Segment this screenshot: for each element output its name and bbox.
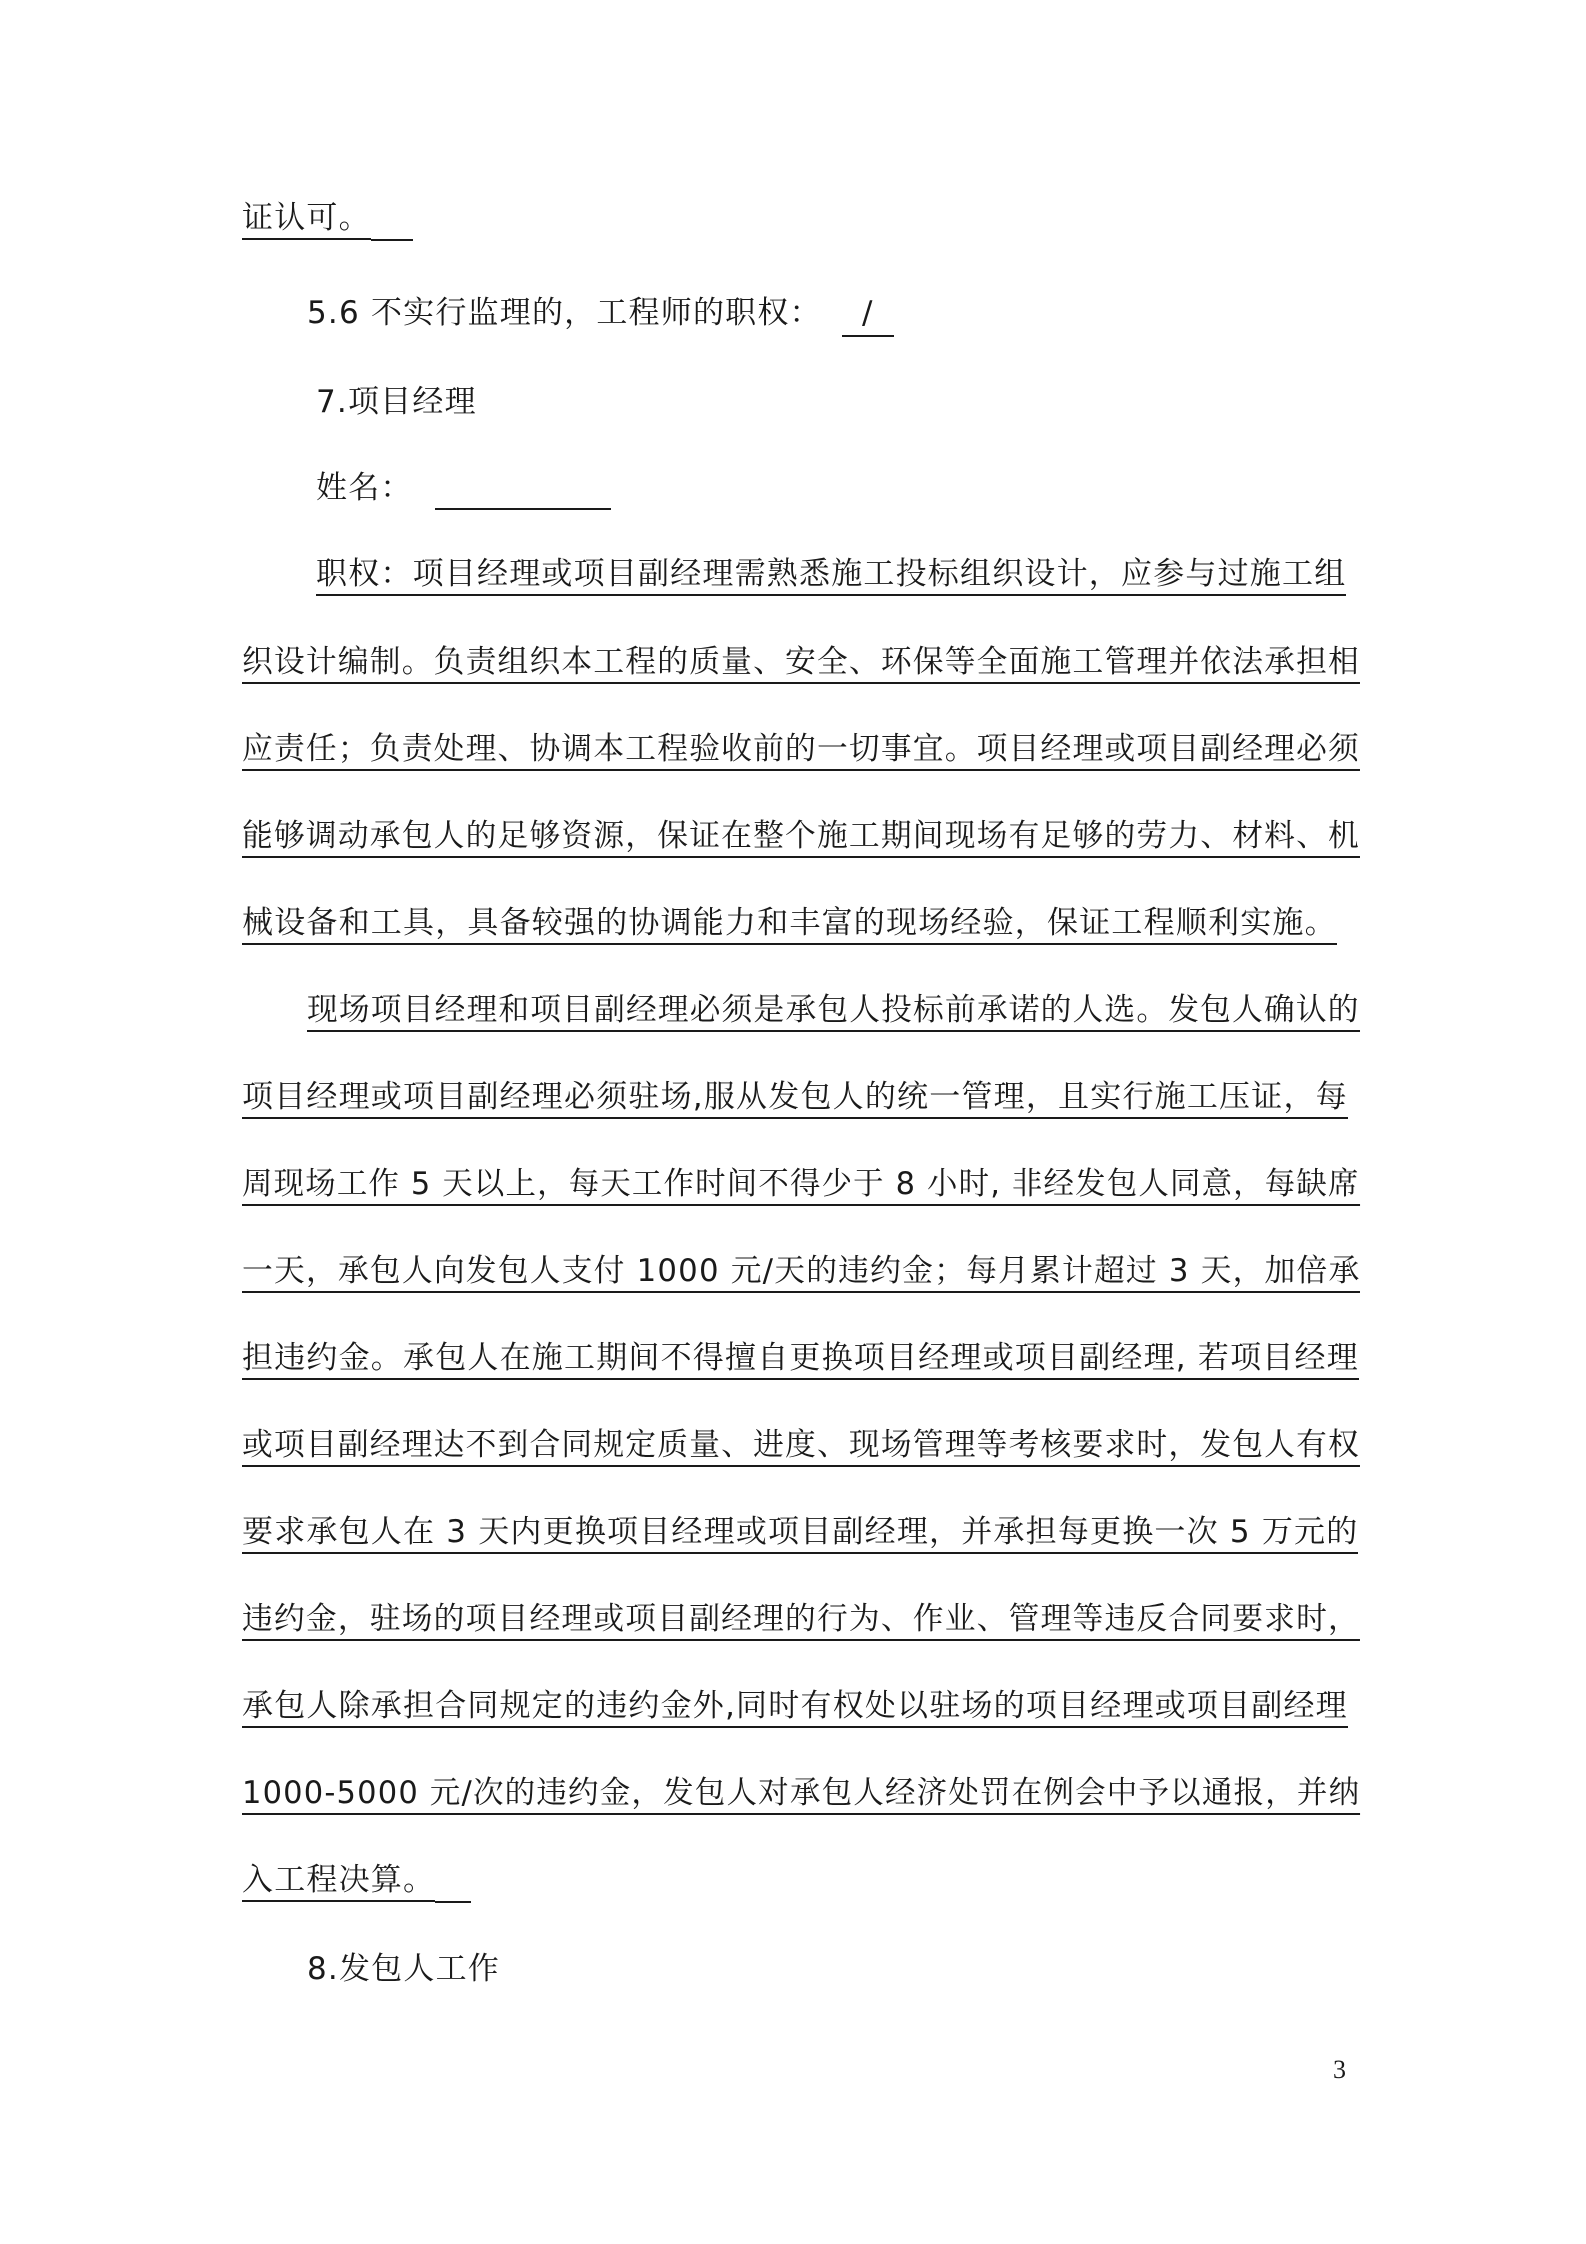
- top-fragment-line: [242, 196, 413, 240]
- onsite-line: 要求承包人在 3 天内更换项目经理或项目副经理，并承担每更换一次 5 万元的: [242, 1510, 1358, 1554]
- top-fragment-underline-tail: [371, 199, 413, 241]
- onsite-line: 周现场工作 5 天以上，每天工作时间不得少于 8 小时, 非经发包人同意，每缺席: [242, 1162, 1360, 1206]
- authority-line: 织设计编制。负责组织本工程的质量、安全、环保等全面施工管理并依法承担相: [242, 640, 1360, 684]
- name-label: 姓名：: [316, 470, 413, 506]
- clause-5-6-label: 5.6 不实行监理的，工程师的职权：: [307, 295, 822, 331]
- onsite-line: 项目经理或项目副经理必须驻场,服从发包人的统一管理，且实行施工压证，每: [242, 1075, 1348, 1119]
- onsite-line: 一天，承包人向发包人支付 1000 元/天的违约金；每月累计超过 3 天，加倍承: [242, 1249, 1360, 1293]
- section-7-heading: 7.项目经理: [316, 384, 477, 420]
- onsite-line: 入工程决算。: [242, 1858, 471, 1902]
- onsite-line: 现场项目经理和项目副经理必须是承包人投标前承诺的人选。发包人确认的: [307, 988, 1360, 1032]
- onsite-line: 或项目副经理达不到合同规定质量、进度、现场管理等考核要求时，发包人有权: [242, 1423, 1360, 1467]
- name-blank: [435, 468, 611, 510]
- authority-line: 能够调动承包人的足够资源，保证在整个施工期间现场有足够的劳力、材料、机: [242, 814, 1360, 858]
- onsite-line: 承包人除承担合同规定的违约金外,同时有权处以驻场的项目经理或项目副经理: [242, 1684, 1348, 1728]
- page-number: 3: [1333, 2055, 1346, 2084]
- top-fragment-text: 证认可。: [242, 200, 371, 240]
- authority-line: 应责任；负责处理、协调本工程验收前的一切事宜。项目经理或项目副经理必须: [242, 727, 1360, 771]
- authority-line: 职权：项目经理或项目副经理需熟悉施工投标组织设计，应参与过施工组: [316, 552, 1346, 596]
- section-8-heading: 8.发包人工作: [307, 1951, 500, 1987]
- clause-5-6-value: /: [842, 291, 894, 337]
- authority-line: 械设备和工具，具备较强的协调能力和丰富的现场经验，保证工程顺利实施。: [242, 901, 1337, 945]
- onsite-line: 担违约金。承包人在施工期间不得擅自更换项目经理或项目副经理, 若项目经理: [242, 1336, 1359, 1380]
- onsite-line: 1000-5000 元/次的违约金，发包人对承包人经济处罚在例会中予以通报，并纳: [242, 1771, 1360, 1815]
- name-row: [316, 466, 611, 510]
- onsite-line: 违约金，驻场的项目经理或项目副经理的行为、作业、管理等违反合同要求时，: [242, 1597, 1360, 1641]
- clause-5-6: [307, 291, 894, 335]
